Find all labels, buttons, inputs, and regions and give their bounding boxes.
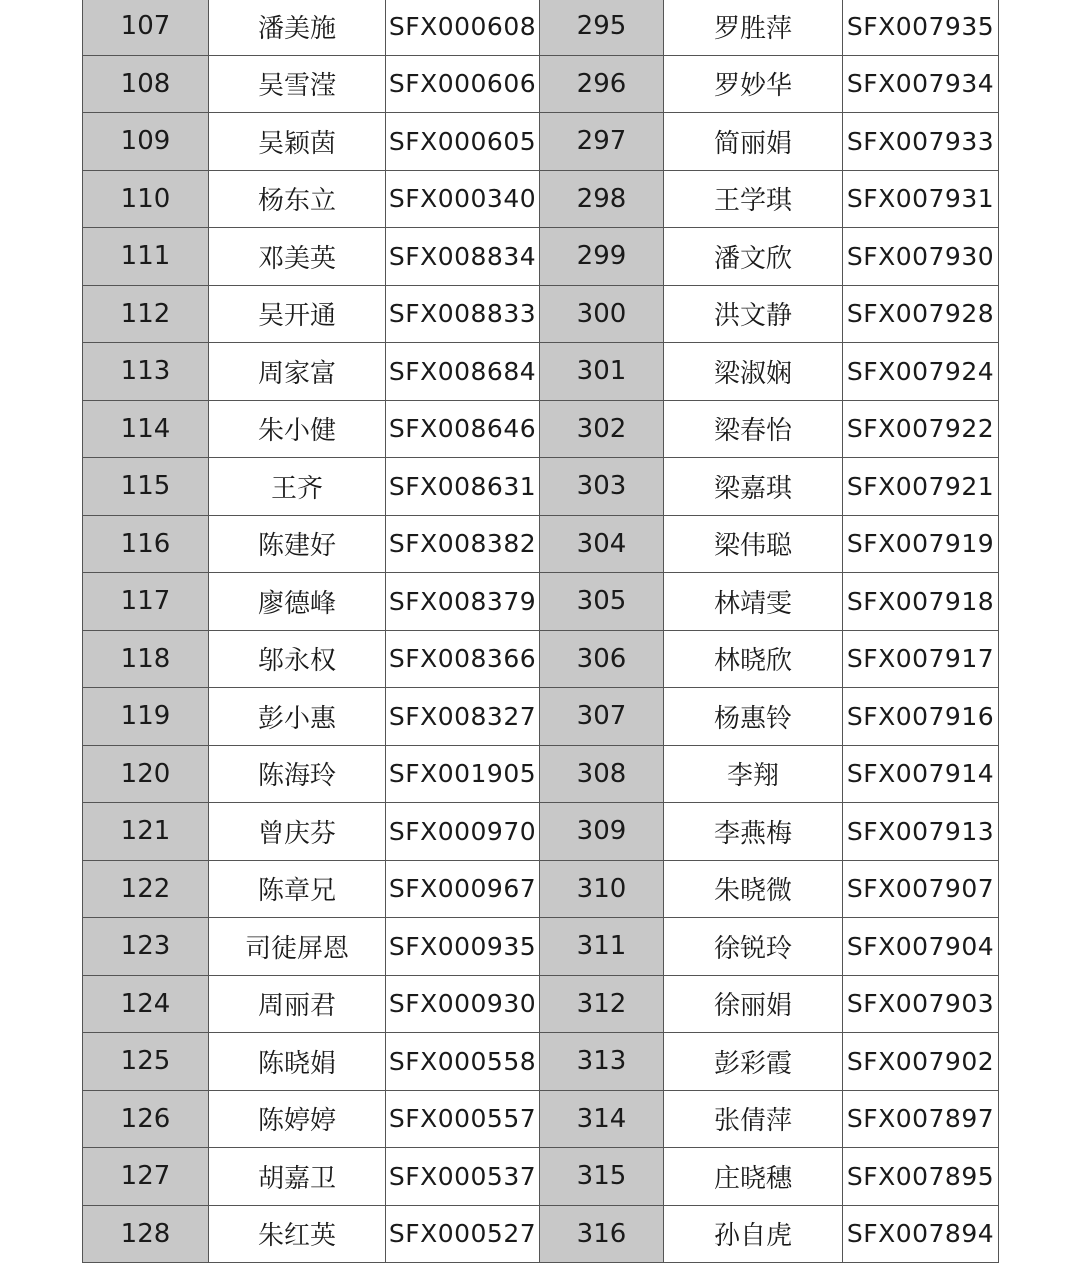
left-code-cell: SFX008631: [386, 458, 540, 516]
table-row: [83, 573, 999, 631]
right-code-cell: SFX007913: [843, 803, 999, 861]
right-number-cell: 306: [540, 630, 664, 688]
right-name-cell: 杨惠铃: [664, 688, 843, 746]
right-code-cell: SFX007894: [843, 1205, 999, 1263]
left-name-cell: 廖德峰: [209, 573, 386, 631]
table-row: [83, 630, 999, 688]
right-number-cell: 308: [540, 745, 664, 803]
table-row: [83, 688, 999, 746]
right-name-cell: 罗胜萍: [664, 0, 843, 55]
right-name-cell: 徐丽娟: [664, 975, 843, 1033]
right-number-cell: 307: [540, 688, 664, 746]
right-code-cell: SFX007928: [843, 285, 999, 343]
right-name-cell: 王学琪: [664, 170, 843, 228]
table-row: [83, 0, 999, 55]
left-number-cell: 119: [83, 688, 209, 746]
left-name-cell: 周家富: [209, 343, 386, 401]
left-code-cell: SFX001905: [386, 745, 540, 803]
left-number-cell: 115: [83, 458, 209, 516]
left-code-cell: SFX008834: [386, 228, 540, 286]
left-number-cell: 122: [83, 860, 209, 918]
left-number-cell: 126: [83, 1090, 209, 1148]
right-code-cell: SFX007934: [843, 55, 999, 113]
right-name-cell: 梁嘉琪: [664, 458, 843, 516]
table-row: [83, 343, 999, 401]
right-name-cell: 梁淑娴: [664, 343, 843, 401]
left-code-cell: SFX008327: [386, 688, 540, 746]
table-row: [83, 113, 999, 171]
left-number-cell: 107: [83, 0, 209, 55]
right-code-cell: SFX007914: [843, 745, 999, 803]
left-code-cell: SFX000557: [386, 1090, 540, 1148]
right-name-cell: 罗妙华: [664, 55, 843, 113]
left-name-cell: 曾庆芬: [209, 803, 386, 861]
right-number-cell: 313: [540, 1033, 664, 1091]
left-number-cell: 123: [83, 918, 209, 976]
table-row: [83, 860, 999, 918]
right-code-cell: SFX007907: [843, 860, 999, 918]
left-code-cell: SFX000605: [386, 113, 540, 171]
left-name-cell: 周丽君: [209, 975, 386, 1033]
table-row: [83, 55, 999, 113]
left-number-cell: 117: [83, 573, 209, 631]
left-code-cell: SFX000608: [386, 0, 540, 55]
right-number-cell: 311: [540, 918, 664, 976]
right-number-cell: 302: [540, 400, 664, 458]
left-number-cell: 124: [83, 975, 209, 1033]
right-name-cell: 彭彩霞: [664, 1033, 843, 1091]
table-row: [83, 975, 999, 1033]
table-row: [83, 1090, 999, 1148]
right-number-cell: 309: [540, 803, 664, 861]
right-code-cell: SFX007921: [843, 458, 999, 516]
table-row: [83, 285, 999, 343]
roster-table: [82, 0, 999, 1263]
right-code-cell: SFX007903: [843, 975, 999, 1033]
right-name-cell: 洪文静: [664, 285, 843, 343]
left-code-cell: SFX008382: [386, 515, 540, 573]
left-code-cell: SFX000606: [386, 55, 540, 113]
right-code-cell: SFX007931: [843, 170, 999, 228]
left-name-cell: 彭小惠: [209, 688, 386, 746]
left-code-cell: SFX008366: [386, 630, 540, 688]
left-name-cell: 杨东立: [209, 170, 386, 228]
right-code-cell: SFX007918: [843, 573, 999, 631]
right-name-cell: 徐锐玲: [664, 918, 843, 976]
left-name-cell: 胡嘉卫: [209, 1148, 386, 1206]
right-number-cell: 303: [540, 458, 664, 516]
right-code-cell: SFX007933: [843, 113, 999, 171]
right-number-cell: 312: [540, 975, 664, 1033]
left-code-cell: SFX000340: [386, 170, 540, 228]
table-row: [83, 170, 999, 228]
right-name-cell: 潘文欣: [664, 228, 843, 286]
right-number-cell: 298: [540, 170, 664, 228]
left-code-cell: SFX000935: [386, 918, 540, 976]
right-code-cell: SFX007919: [843, 515, 999, 573]
left-number-cell: 128: [83, 1205, 209, 1263]
right-code-cell: SFX007922: [843, 400, 999, 458]
left-number-cell: 125: [83, 1033, 209, 1091]
right-number-cell: 295: [540, 0, 664, 55]
left-name-cell: 陈晓娟: [209, 1033, 386, 1091]
right-number-cell: 315: [540, 1148, 664, 1206]
right-number-cell: 305: [540, 573, 664, 631]
right-number-cell: 301: [540, 343, 664, 401]
right-name-cell: 林晓欣: [664, 630, 843, 688]
left-code-cell: SFX000930: [386, 975, 540, 1033]
table-row: [83, 1205, 999, 1263]
right-name-cell: 梁春怡: [664, 400, 843, 458]
left-code-cell: SFX008646: [386, 400, 540, 458]
right-code-cell: SFX007902: [843, 1033, 999, 1091]
table-row: [83, 458, 999, 516]
left-name-cell: 朱红英: [209, 1205, 386, 1263]
right-number-cell: 299: [540, 228, 664, 286]
left-number-cell: 108: [83, 55, 209, 113]
left-code-cell: SFX008833: [386, 285, 540, 343]
left-code-cell: SFX008379: [386, 573, 540, 631]
right-code-cell: SFX007904: [843, 918, 999, 976]
right-code-cell: SFX007895: [843, 1148, 999, 1206]
table-row: [83, 515, 999, 573]
table-row: [83, 918, 999, 976]
right-number-cell: 316: [540, 1205, 664, 1263]
right-name-cell: 庄晓穗: [664, 1148, 843, 1206]
left-name-cell: 吴颖茵: [209, 113, 386, 171]
left-code-cell: SFX008684: [386, 343, 540, 401]
right-code-cell: SFX007916: [843, 688, 999, 746]
left-name-cell: 朱小健: [209, 400, 386, 458]
left-code-cell: SFX000537: [386, 1148, 540, 1206]
left-name-cell: 陈海玲: [209, 745, 386, 803]
right-code-cell: SFX007917: [843, 630, 999, 688]
right-name-cell: 孙自虎: [664, 1205, 843, 1263]
right-number-cell: 304: [540, 515, 664, 573]
left-code-cell: SFX000527: [386, 1205, 540, 1263]
left-number-cell: 121: [83, 803, 209, 861]
right-name-cell: 李翔: [664, 745, 843, 803]
left-number-cell: 111: [83, 228, 209, 286]
right-number-cell: 297: [540, 113, 664, 171]
table-row: [83, 1148, 999, 1206]
left-number-cell: 116: [83, 515, 209, 573]
roster-table-body: [83, 0, 999, 1263]
right-code-cell: SFX007935: [843, 0, 999, 55]
roster-sheet: [82, 0, 998, 1268]
left-name-cell: 陈章兄: [209, 860, 386, 918]
right-name-cell: 张倩萍: [664, 1090, 843, 1148]
right-number-cell: 300: [540, 285, 664, 343]
left-number-cell: 110: [83, 170, 209, 228]
right-number-cell: 296: [540, 55, 664, 113]
right-code-cell: SFX007897: [843, 1090, 999, 1148]
left-number-cell: 109: [83, 113, 209, 171]
left-name-cell: 邓美英: [209, 228, 386, 286]
left-name-cell: 邬永权: [209, 630, 386, 688]
right-name-cell: 简丽娟: [664, 113, 843, 171]
right-name-cell: 朱晓微: [664, 860, 843, 918]
left-number-cell: 112: [83, 285, 209, 343]
left-code-cell: SFX000558: [386, 1033, 540, 1091]
left-name-cell: 陈婷婷: [209, 1090, 386, 1148]
left-number-cell: 113: [83, 343, 209, 401]
left-name-cell: 吴雪滢: [209, 55, 386, 113]
left-name-cell: 王齐: [209, 458, 386, 516]
table-row: [83, 745, 999, 803]
left-number-cell: 127: [83, 1148, 209, 1206]
left-number-cell: 114: [83, 400, 209, 458]
left-name-cell: 吴开通: [209, 285, 386, 343]
left-code-cell: SFX000967: [386, 860, 540, 918]
right-number-cell: 310: [540, 860, 664, 918]
table-row: [83, 1033, 999, 1091]
right-name-cell: 梁伟聪: [664, 515, 843, 573]
right-code-cell: SFX007924: [843, 343, 999, 401]
left-code-cell: SFX000970: [386, 803, 540, 861]
right-name-cell: 林靖雯: [664, 573, 843, 631]
left-name-cell: 司徒屏恩: [209, 918, 386, 976]
table-row: [83, 803, 999, 861]
right-number-cell: 314: [540, 1090, 664, 1148]
table-row: [83, 228, 999, 286]
right-name-cell: 李燕梅: [664, 803, 843, 861]
right-code-cell: SFX007930: [843, 228, 999, 286]
left-name-cell: 潘美施: [209, 0, 386, 55]
left-number-cell: 120: [83, 745, 209, 803]
left-name-cell: 陈建好: [209, 515, 386, 573]
left-number-cell: 118: [83, 630, 209, 688]
table-row: [83, 400, 999, 458]
